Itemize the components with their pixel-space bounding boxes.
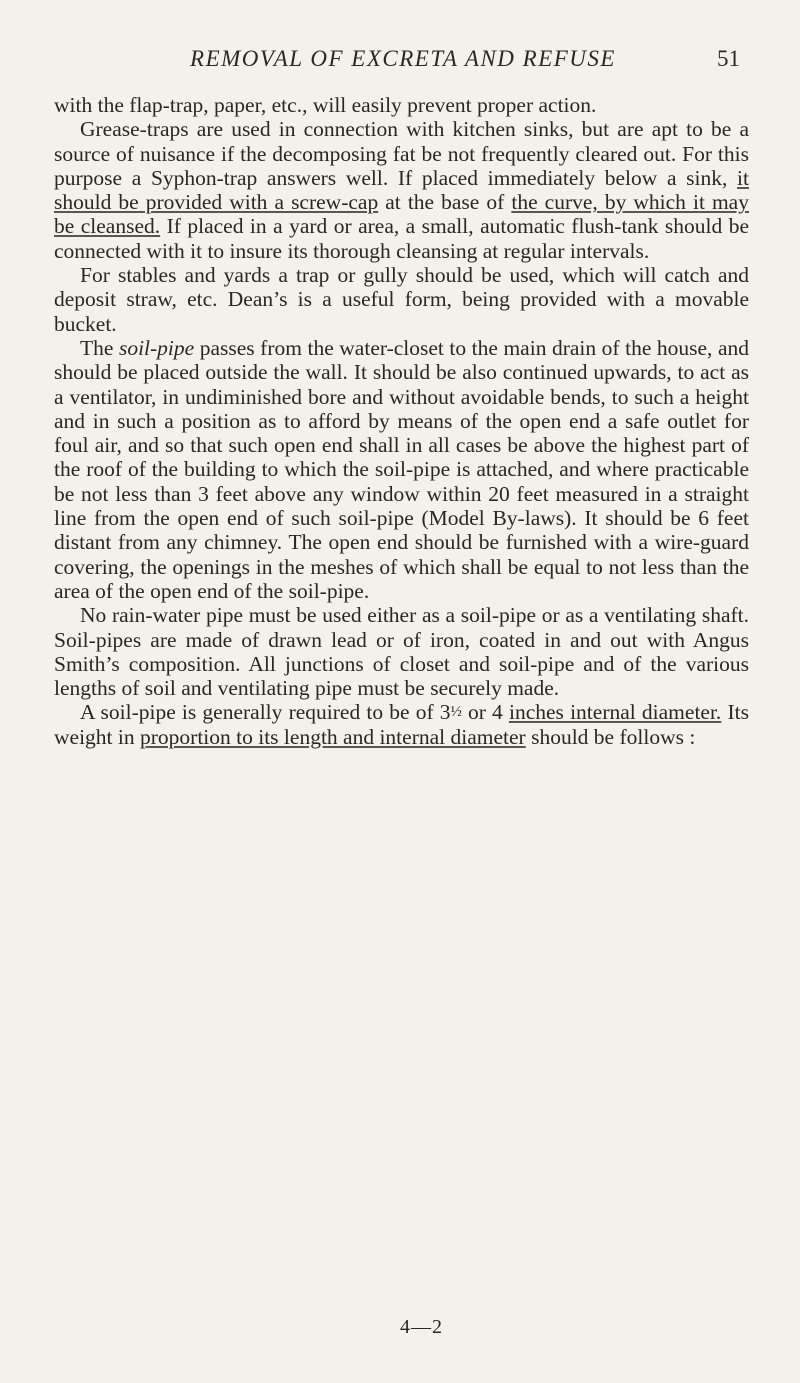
italic-term: soil-pipe (118, 335, 195, 360)
underlined-text: inches internal diameter. (508, 700, 722, 725)
paragraph-diameter (54, 700, 749, 749)
text-run: should be follows : (525, 724, 696, 749)
text-run: If placed in a yard or area, a small, automatic flush-tank should be connected with it to insure its thorough cleansing at regular intervals. (54, 214, 749, 263)
signature-mark: 4—2 (400, 1316, 443, 1338)
underlined-text: the curve, by which it may be cleansed. (54, 190, 749, 239)
fraction: ½ (450, 704, 462, 721)
paragraph-stables: For stables and yards a trap or gully should be used, which will catch and deposit straw, etc. Dean’s is a useful form, being provided with a movable bucket. (54, 263, 749, 336)
underlined-text: proportion to its length and internal diameter (140, 724, 526, 749)
text-run: Grease-traps are used in connection with kitchen sinks, but are apt to be a source of nuisance if the decomposing fat be not frequently cleared out. For this purpose a Syphon-trap answers well. If placed immediately below a sink, (54, 117, 749, 190)
page-number: 51 (717, 46, 740, 71)
running-header: REMOVAL OF EXCRETA AND REFUSE (190, 46, 616, 71)
body-text (54, 93, 749, 749)
text-run: The (80, 335, 119, 360)
underlined-text: it should be provided with a screw-cap (54, 165, 749, 215)
paragraph-grease-traps (54, 117, 749, 263)
paragraph-soil-pipe (54, 336, 749, 603)
paragraph-continuation: with the flap-trap, paper, etc., will easily prevent proper action. (54, 93, 597, 117)
text-run: or 4 (461, 700, 509, 725)
text-run: Its weight in (54, 700, 749, 749)
text-run: A soil-pipe is generally required to be of 3 (80, 700, 451, 725)
text-run: at the base of (378, 190, 512, 215)
paragraph-rain-water: No rain-water pipe must be used either as a soil-pipe or as a ventilating shaft. Soil-pipes are made of drawn lead or of iron, coated in and out with Angus Smith’s composition. All junctions of closet and soil-pipe and of the various lengths of soil and ventilating pipe must be securely made. (54, 603, 749, 701)
text-run: passes from the water-closet to the main drain of the house, and should be placed outside the wall. It should be also continued upwards, to act as a ventilator, in undiminished bore and without avoidable bends, to such a height and in such a position as to afford by means of the open end a safe outlet for foul air, and so that such open end shall in all cases be above the highest part of the roof of the building to which the soil-pipe is attached, and where practicable be not less than 3 feet above any window within 20 feet measured in a straight line from the open end of such soil-pipe (Model By-laws). It should be 6 feet distant from any chimney. The open end should be furnished with a wire-guard covering, the openings in the meshes of which shall be equal to not less than the area of the open end of the soil-pipe. (54, 335, 749, 603)
